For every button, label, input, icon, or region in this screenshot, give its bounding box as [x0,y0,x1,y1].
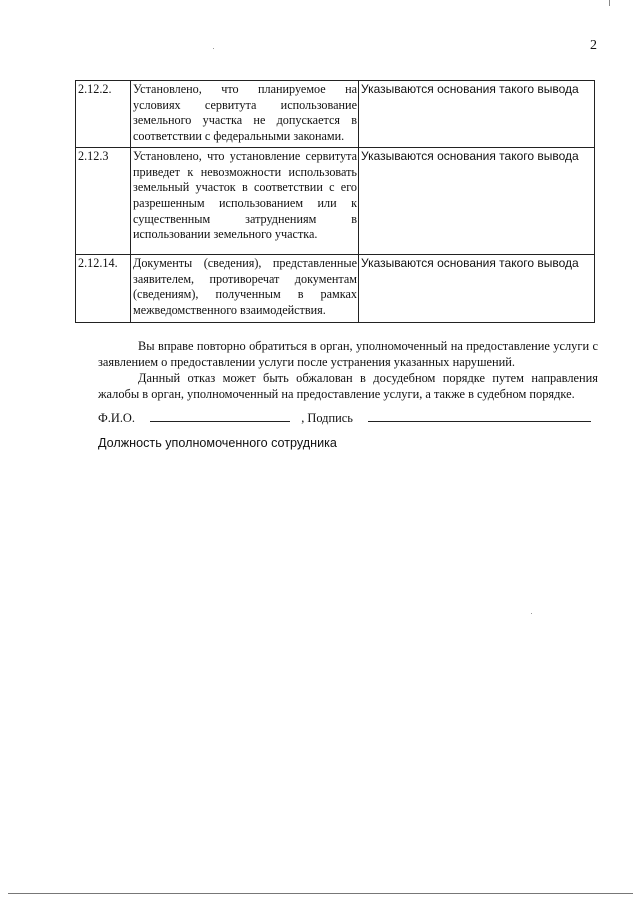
signature-field[interactable] [368,409,591,422]
signature-label: , Подпись [301,411,353,425]
refusal-ground-cell: Установлено, что планируемое на условиях сервитута использование земельного участка не допускается в соответствии с федеральными законами. [131,81,359,148]
explanation-cell: Указываются основания такого вывода [359,254,595,322]
table-row [76,147,595,254]
fio-label: Ф.И.О. [98,411,135,425]
row-number-cell: 2.12.14. [76,254,131,322]
row-number-cell: 2.12.3 [76,147,131,254]
appeal-paragraph [98,370,598,402]
scan-dot [531,613,532,614]
scan-dot [213,48,214,49]
fio-field[interactable] [150,409,290,422]
table-row [76,254,595,322]
explanation-cell: Указываются основания такого вывода [359,147,595,254]
reapply-text: Вы вправе повторно обратиться в орган, уполномоченный на предоставление услуги с заявлением о предоставлении услуги после устранения указанных нарушений. [98,339,598,369]
page-number: 2 [590,38,597,53]
appeal-text: Данный отказ может быть обжалован в досудебном порядке путем направления жалобы в орган, уполномоченный на предоставление услуги, а также в судебном порядке. [98,371,598,401]
reapply-paragraph [98,338,598,370]
signature-row [98,409,598,426]
row-number-cell: 2.12.2. [76,81,131,148]
scan-edge-line [8,893,633,894]
position-title: Должность уполномоченного сотрудника [98,436,337,450]
scan-mark [609,0,610,6]
table-row [76,81,595,148]
refusal-ground-cell: Документы (сведения), представленные заявителем, противоречат документам (сведениям), полученным в рамках межведомственного взаимодействия. [131,254,359,322]
explanation-cell: Указываются основания такого вывода [359,81,595,148]
refusal-grounds-table [75,80,595,323]
refusal-ground-cell: Установлено, что установление сервитута приведет к невозможности использовать земельный участок в соответствии с его разрешенным использованием или к существенным затруднениям в использовании земельного участка. [131,147,359,254]
